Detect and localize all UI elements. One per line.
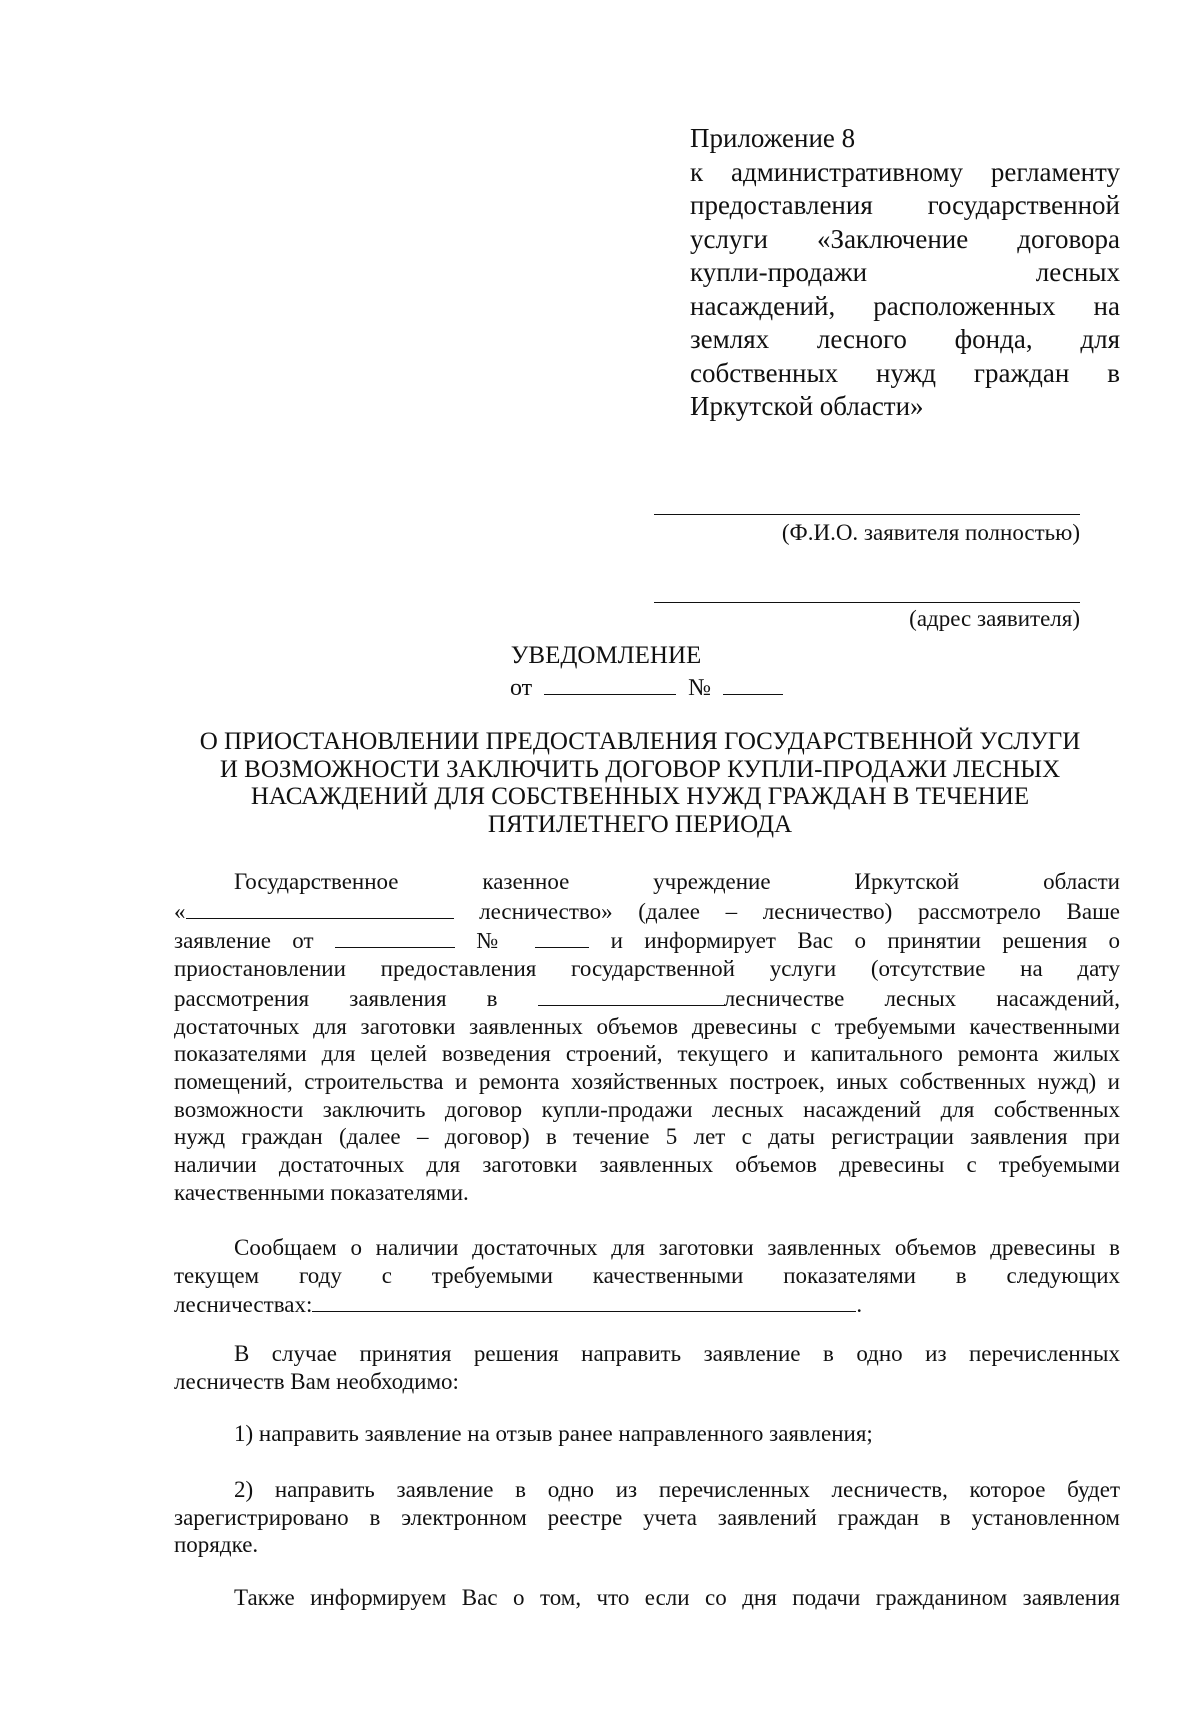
paragraph-instructions [174,1340,1120,1395]
paragraph-line: возможности заключить договор купли-продажи лесных насаждений для собственных [174,1096,1120,1122]
instruction-item-1 [174,1420,1120,1448]
paragraph-text: . [856,1292,863,1318]
paragraph-line: нужд граждан (далее – договор) в течение 5 лет с даты регистрации заявления при [174,1124,1120,1150]
paragraph-line: В случае принятия решения направить заявление в одно из перечисленных [234,1341,1120,1366]
appendix-line: Иркутской области» [690,391,924,421]
paragraph-text: и информирует Вас о принятии решения о [610,928,1121,954]
paragraph-line: наличии достаточных для заготовки заявленных объемов древесины с требуемыми [174,1152,1120,1178]
appendix-block [690,122,1120,424]
notice-heading: УВЕДОМЛЕНИЕ [510,642,702,669]
notice-date-number [510,672,783,702]
paragraph-line: достаточных для заготовки заявленных объемов древесины с требуемыми качественными [174,1013,1120,1039]
paragraph-line [174,925,1120,955]
notice-title-line: ПЯТИЛЕТНЕГО ПЕРИОДА [487,810,793,838]
appendix-title: Приложение 8 [690,123,856,153]
open-quote: « [174,898,186,924]
appendix-line: услуги «Заключение договора [690,223,1120,254]
appendix-line: предоставления государственной [690,190,1120,220]
paragraph-line: Сообщаем о наличии достаточных для заготовки заявленных объемов древесины в [234,1235,1120,1260]
paragraph-text: заявление от [174,928,314,954]
appendix-line: насаждений, расположенных на [690,290,1120,321]
applicant-address-caption: (адрес заявителя) [909,606,1080,631]
paragraph-line: текущем году с требуемыми качественными показателями в следующих [174,1262,1120,1288]
paragraph-line: Также информируем Вас о том, что если со дня подачи гражданином заявления [234,1585,1120,1610]
paragraph-decision [174,868,1120,1206]
paragraph-also-inform [174,1584,1120,1612]
notice-title-line: И ВОЗМОЖНОСТИ ЗАКЛЮЧИТЬ ДОГОВОР КУПЛИ-ПРОДАЖИ ЛЕСНЫХ [219,755,1061,783]
applicant-name-caption: (Ф.И.О. заявителя полностью) [781,520,1080,545]
paragraph-line: Государственное казенное учреждение Иркутской области [234,869,1120,894]
paragraph-line: помещений, строительства и ремонта хозяйственных построек, иных собственных нужд) и [174,1068,1120,1094]
forestries-list-blank [312,1289,856,1312]
paragraph-available-forestries [174,1234,1120,1319]
applicant-name-line [654,514,1080,515]
appendix-line: к административному регламенту [690,156,1120,187]
paragraph-line: порядке. [174,1532,259,1558]
paragraph-text: лесничестве лесных насаждений, [723,985,1120,1011]
paragraph-line [174,896,1120,926]
notice-number-blank [723,672,783,695]
notice-title [160,728,1120,838]
paragraph-text: лесничество» (далее – лесничество) рассмотрело Ваше [479,898,1120,924]
paragraph-text: № [476,928,514,954]
paragraph-line: 2) направить заявление в одно из перечисленных лесничеств, которое будет [234,1477,1120,1502]
notice-title-line: О ПРИОСТАНОВЛЕНИИ ПРЕДОСТАВЛЕНИЯ ГОСУДАРСТВЕННОЙ УСЛУГИ [199,728,1081,755]
notice-title-line: НАСАЖДЕНИЙ ДЛЯ СОБСТВЕННЫХ НУЖД ГРАЖДАН В ТЕЧЕНИЕ [250,783,1030,810]
paragraph-line: качественными показателями. [174,1179,469,1205]
paragraph-line: 1) направить заявление на отзыв ранее направленного заявления; [234,1421,873,1446]
paragraph-line [174,1289,1120,1319]
appendix-line: собственных нужд граждан в [690,357,1120,388]
forestry-blank [538,983,724,1006]
instruction-item-2 [174,1476,1120,1559]
notice-number-label: № [688,675,712,701]
paragraph-line: зарегистрировано в электронном реестре учета заявлений граждан в установленном [174,1504,1120,1530]
application-number-blank [535,925,589,948]
paragraph-line: лесничеств Вам необходимо: [174,1368,459,1394]
notice-date-blank [544,672,676,695]
paragraph-line: приостановлении предоставления государственной услуги (отсутствие на дату [174,956,1120,982]
forestry-name-blank [186,896,454,919]
application-date-blank [335,925,455,948]
paragraph-text: лесничествах: [174,1292,313,1318]
applicant-address-line [654,602,1080,603]
paragraph-line: показателями для целей возведения строений, текущего и капитального ремонта жилых [174,1041,1120,1067]
paragraph-line [174,983,1120,1013]
paragraph-text: рассмотрения заявления в [174,985,498,1011]
appendix-line: купли-продажи лесных [690,257,1120,287]
appendix-line: землях лесного фонда, для [690,324,1120,354]
notice-from-label: от [510,675,533,701]
